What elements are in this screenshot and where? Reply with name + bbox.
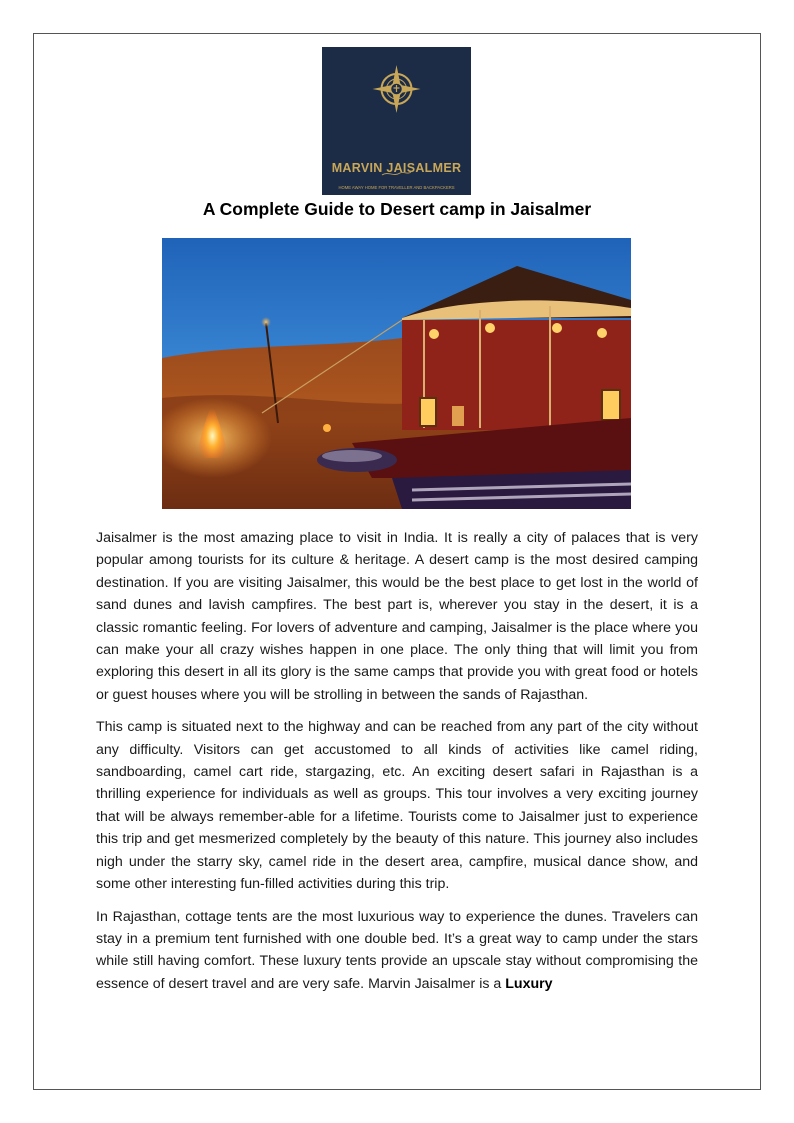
hero-image-desert-camp (162, 238, 631, 509)
paragraph-3-bold: Luxury (505, 975, 553, 992)
paragraph-3-text: In Rajasthan, cottage tents are the most luxurious way to experience the dunes. Travelers can stay in a premium tent furnished with one double bed. It’s a great way to camp under the stars while still having comfort. These luxury tents provide an upscale stay without compromising the essence of desert travel and are very safe. Marvin Jaisalmer is a (96, 908, 698, 992)
page-title: A Complete Guide to Desert camp in Jaisalmer (202, 199, 592, 219)
logo-name: MARVIN JAISALMER (331, 161, 462, 175)
paragraph-2: This camp is situated next to the highway and can be reached from any part of the city without any difficulty. Visitors can get accustomed to all kinds of activities like camel riding, sandboarding, camel cart ride, stargazing, etc. An exciting desert safari in Rajasthan is a thrilling experience for individuals as well as groups. This tour involves a very exciting journey that will be always remember-able for a lifetime. Tourists come to Jaisalmer just to experience this trip and get mesmerized completely by the beauty of this nature. This journey also includes nigh under the starry sky, camel ride in the desert area, campfire, musical dance show, and some other interesting fun-filled activities during this trip. (96, 719, 698, 893)
logo (322, 47, 471, 195)
paragraph-1: Jaisalmer is the most amazing place to visit in India. It is really a city of palaces that is very popular among tourists for its culture & heritage. A desert camp is the most desired camping destination. If you are visiting Jaisalmer, this would be the best place to get lost in the world of sand dunes and lavish campfires. The best part is, wherever you stay in the desert, it is a classic romantic feeling. For lovers of adventure and camping, Jaisalmer is the place where you can make your all crazy wishes happen in one place. The only thing that will limit you from exploring this desert in all its glory is the same camps that provide you with great food or hotels or guest houses where you will be strolling in between the sands of Rajasthan. (96, 530, 698, 703)
paragraph-3 (96, 906, 698, 996)
article-body (96, 527, 698, 1005)
logo-tagline: HOME AWAY HOME FOR TRAVELLER AND BACKPACKERS (338, 185, 455, 190)
